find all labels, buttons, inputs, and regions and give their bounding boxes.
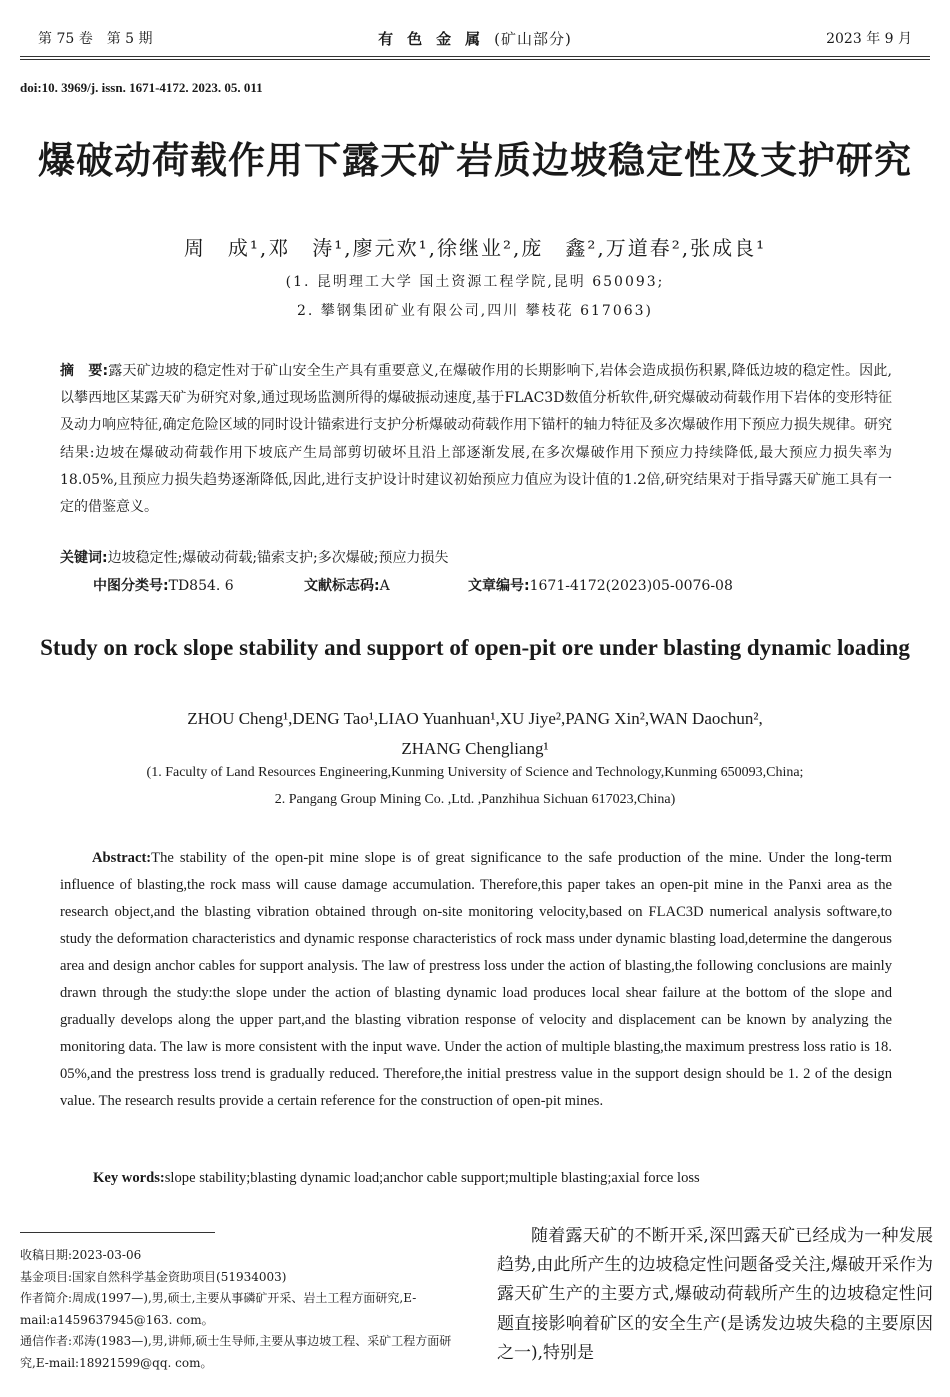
authors-english-line-1: ZHOU Cheng¹,DENG Tao¹,LIAO Yuanhuan¹,XU Jiye²,PANG Xin²,WAN Daochun², <box>187 709 763 728</box>
clc-number <box>93 575 234 595</box>
header-journal-sub: (矿山部分) <box>494 30 572 48</box>
footnotes <box>20 1245 460 1375</box>
keywords-chinese-label: 关键词: <box>60 550 108 566</box>
abstract-english-text: The stability of the open-pit mine slope is of great significance to the safe production of the mine. Under the long-term influence of blasting,the rock mass will cause damage accumulation. Therefore,this paper takes an open-pit mine in the Panxi area as the research object,and the blasting vibration obtained through on-site monitoring velocity,based on FLAC3D numerical analysis software,to study the deformation characteristics and dynamic response characteristics of rock mass under dynamic blasting load,determine the dangerous area and design anchor cables for support analysis. The law of prestress loss under the action of blasting,the following conclusions are mainly drawn through the study:the slope under the action of blasting dynamic load produces local shear failure at the bottom of the slope and gradually develops along the upper part,and the blasting vibration response of velocity and displacement can be known by analyzing the monitoring data. The law is more consistent with the input wave. Under the action of multiple blasting,the maximum prestress loss ratio is 18. 05%,and the prestress loss trend is gradually reduced. Therefore,the initial prestress value in the support design should be 1. 2 of the design value. The research results provide a certain reference for the construction of open-pit mines. <box>60 850 892 1110</box>
article-number-label: 文章编号: <box>468 578 530 594</box>
document-code <box>304 575 390 595</box>
header-date: 2023 年 9 月 <box>826 31 912 47</box>
doc-code-value: A <box>379 578 390 594</box>
keywords-chinese-text: 边坡稳定性;爆破动荷载;锚索支护;多次爆破;预应力损失 <box>107 550 449 566</box>
header-volume-issue: 第 75 卷 第 5 期 <box>38 31 153 47</box>
keywords-english <box>93 1170 700 1187</box>
affiliation-chinese-2: 2. 攀钢集团矿业有限公司,四川 攀枝花 617063) <box>296 303 654 319</box>
abstract-chinese-label: 摘 要: <box>60 363 109 379</box>
affiliation-chinese-1: (1. 昆明理工大学 国土资源工程学院,昆明 650093; <box>285 274 665 290</box>
abstract-english <box>60 845 892 1115</box>
header-rule-second <box>20 59 930 60</box>
keywords-english-label: Key words: <box>93 1170 165 1186</box>
article-number-value: 1671-4172(2023)05-0076-08 <box>529 578 733 594</box>
keywords-chinese <box>60 547 448 567</box>
title-english: Study on rock slope stability and support of open-pit ore under blasting dynamic loading <box>40 635 910 660</box>
clc-label: 中图分类号: <box>93 578 169 594</box>
footnote-funding: 基金项目:国家自然科学基金资助项目(51934003) <box>20 1269 287 1284</box>
authors-chinese: 周 成¹,邓 涛¹,廖元欢¹,徐继业²,庞 鑫²,万道春²,张成良¹ <box>183 236 767 260</box>
body-text-column <box>497 1222 933 1368</box>
abstract-chinese <box>60 358 892 521</box>
doc-code-label: 文献标志码: <box>304 578 380 594</box>
header-journal <box>0 28 950 49</box>
keywords-english-text: slope stability;blasting dynamic load;anchor cable support;multiple blasting;axial force loss <box>164 1170 700 1186</box>
affiliation-english-2: 2. Pangang Group Mining Co. ,Ltd. ,Panzhihua Sichuan 617023,China) <box>274 792 676 807</box>
abstract-chinese-text: 露天矿边坡的稳定性对于矿山安全生产具有重要意义,在爆破作用的长期影响下,岩体会造成损伤积累,降低边坡的稳定性。因此,以攀西地区某露天矿为研究对象,通过现场监测所得的爆破振动速度,基于FLAC3D数值分析软件,研究爆破动荷载作用下岩体的变形特征及动力响应特征,确定危险区域的同时设计锚索进行支护分析爆破动荷载作用下锚杆的轴力特征及多次爆破作用下预应力损失规律。研究结果:边坡在爆破动荷载作用下坡底产生局部剪切破坏且沿上部逐渐发展,在多次爆破作用下预应力持续降低,最大预应力损失率为18.05%,且预应力损失趋势逐渐降低,因此,进行支护设计时建议初始预应力值应为设计值的1.2倍,研究结果对于指导露天矿施工具有一定的借鉴意义。 <box>60 363 892 516</box>
clc-value: TD854. 6 <box>168 578 234 594</box>
footnote-author-bio: 作者简介:周成(1997—),男,硕士,主要从事磷矿开采、岩土工程方面研究,E-mail:a1459637945@163. com。 <box>20 1291 417 1327</box>
body-paragraph: 随着露天矿的不断开采,深凹露天矿已经成为一种发展趋势,由此所产生的边坡稳定性问题备受关注,爆破开采作为露天矿生产的主要方式,爆破动荷载所产生的边坡稳定性问题直接影响着矿区的安全生产(是诱发边坡失稳的主要原因之一),特别是 <box>497 1226 933 1363</box>
authors-english-line-2: ZHANG Chengliang¹ <box>401 739 549 758</box>
article-number <box>468 575 733 595</box>
authors-english <box>0 704 950 764</box>
header-journal-name: 有色金属 <box>378 30 495 48</box>
footnote-corresponding: 通信作者:邓涛(1983—),男,讲师,硕士生导师,主要从事边坡工程、采矿工程方面研究,E-mail:18921599@qq. com。 <box>20 1334 452 1370</box>
footnote-rule <box>20 1232 215 1233</box>
footnote-received: 收稿日期:2023-03-06 <box>20 1248 142 1262</box>
affiliation-english-1: (1. Faculty of Land Resources Engineering,Kunming University of Science and Technology,Kunming 650093,China; <box>146 765 804 780</box>
doi: doi:10. 3969/j. issn. 1671-4172. 2023. 05. 011 <box>20 80 263 95</box>
title-chinese: 爆破动荷载作用下露天矿岩质边坡稳定性及支护研究 <box>38 139 912 182</box>
abstract-english-label: Abstract: <box>92 850 152 866</box>
header-rule <box>20 56 930 57</box>
